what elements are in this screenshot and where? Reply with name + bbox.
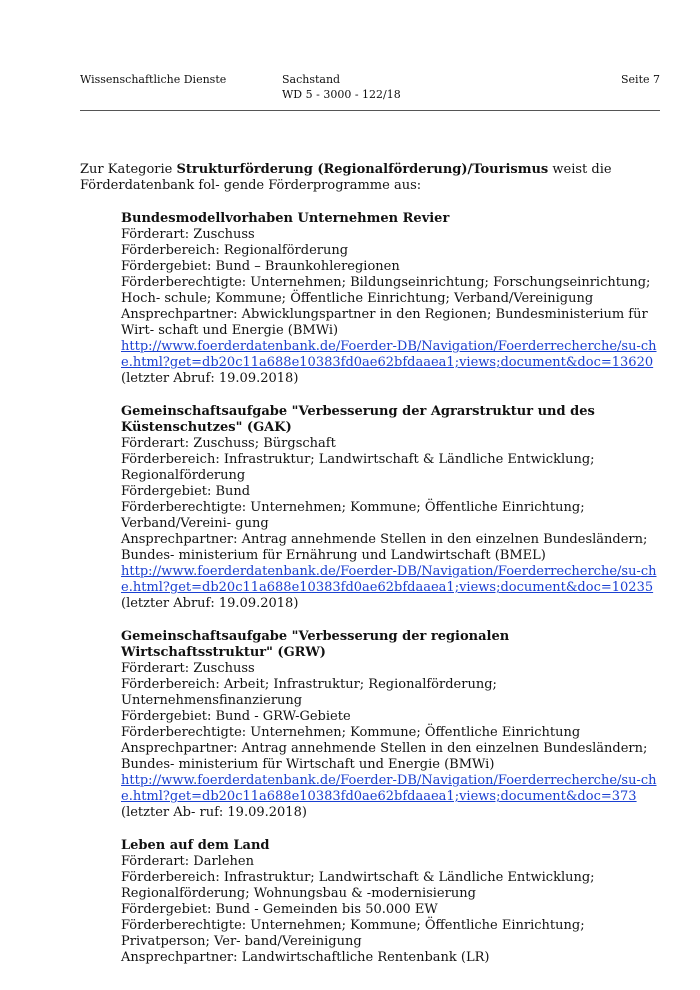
- program-entry: [121, 404, 660, 612]
- program-title: Leben auf dem Land: [121, 838, 270, 853]
- program-ansprechpartner: Ansprechpartner: Landwirtschaftliche Rentenbank (LR): [121, 950, 490, 965]
- program-link[interactable]: [121, 564, 657, 595]
- program-link-part2: che.html?get=db20c11a688e10383fd0ae62bfdaaea1;views;document&doc=10235: [121, 564, 657, 595]
- header-department: Wissenschaftliche Dienste: [80, 73, 227, 86]
- program-link[interactable]: [121, 773, 657, 804]
- program-berechtigte: Förderberechtigte: Unternehmen; Kommune; Öffentliche Einrichtung: [121, 725, 581, 740]
- program-berechtigte: Förderberechtigte: Unternehmen; Kommune; Öffentliche Einrichtung; Privatperson; Ver- band/Vereinigung: [121, 918, 585, 949]
- program-entry: [121, 838, 660, 966]
- intro-post: weist die Förderdatenbank fol- gende Förderprogramme aus:: [80, 162, 612, 193]
- program-foerdergebiet: Fördergebiet: Bund - GRW-Gebiete: [121, 709, 351, 724]
- program-entry: [121, 211, 660, 387]
- program-foerderbereich: Förderbereich: Infrastruktur; Landwirtschaft & Ländliche Entwicklung; Regionalförderung; Wohnungsbau & -modernisierung: [121, 870, 595, 901]
- header-document-info: [282, 72, 401, 102]
- program-link[interactable]: [121, 339, 657, 370]
- program-link-part1: http://www.foerderdatenbank.de/Foerder-DB/Navigation/Foerderrecherche/su-: [121, 773, 641, 788]
- program-foerderbereich: Förderbereich: Regionalförderung: [121, 243, 349, 258]
- program-berechtigte: Förderberechtigte: Unternehmen; Kommune; Öffentliche Einrichtung; Verband/Vereini- gung: [121, 500, 585, 531]
- program-abruf: (letzter Ab- ruf: 19.09.2018): [121, 805, 307, 820]
- program-title: Gemeinschaftsaufgabe "Verbesserung der Agrarstruktur und des Küstenschutzes" (GAK): [121, 404, 595, 435]
- program-berechtigte: Förderberechtigte: Unternehmen; Bildungseinrichtung; Forschungseinrichtung; Hoch- schule; Kommune; Öffentliche Einrichtung; Verband/Vereinigung: [121, 275, 651, 306]
- program-foerderart: Förderart: Darlehen: [121, 854, 254, 869]
- program-link-part2: che.html?get=db20c11a688e10383fd0ae62bfdaaea1;views;document&doc=373: [121, 773, 657, 804]
- header-doc-type: Sachstand: [282, 73, 341, 86]
- header-doc-number: WD 5 - 3000 - 122/18: [282, 88, 401, 101]
- program-title: Bundesmodellvorhaben Unternehmen Revier: [121, 211, 450, 226]
- intro-pre: Zur Kategorie: [80, 162, 177, 177]
- intro-paragraph: [80, 162, 660, 194]
- header-page-number: Seite 7: [621, 73, 660, 86]
- program-link-part2: che.html?get=db20c11a688e10383fd0ae62bfdaaea1;views;document&doc=13620: [121, 339, 657, 370]
- page-header: [80, 72, 660, 110]
- program-ansprechpartner: Ansprechpartner: Antrag annehmende Stellen in den einzelnen Bundesländern; Bundes- ministerium für Wirtschaft und Energie (BMWi): [121, 741, 648, 772]
- program-foerdergebiet: Fördergebiet: Bund – Braunkohleregionen: [121, 259, 400, 274]
- program-foerderart: Förderart: Zuschuss; Bürgschaft: [121, 436, 336, 451]
- program-title: Gemeinschaftsaufgabe "Verbesserung der regionalen Wirtschaftsstruktur" (GRW): [121, 629, 510, 660]
- program-entry: [121, 629, 660, 821]
- program-foerdergebiet: Fördergebiet: Bund: [121, 484, 251, 499]
- header-divider: [80, 110, 660, 111]
- program-link-part1: http://www.foerderdatenbank.de/Foerder-DB/Navigation/Foerderrecherche/su-: [121, 339, 641, 354]
- intro-category: Strukturförderung (Regionalförderung)/Tourismus: [176, 162, 549, 177]
- program-foerderbereich: Förderbereich: Infrastruktur; Landwirtschaft & Ländliche Entwicklung; Regionalförderung: [121, 452, 595, 483]
- program-foerderart: Förderart: Zuschuss: [121, 661, 255, 676]
- program-foerderbereich: Förderbereich: Arbeit; Infrastruktur; Regionalförderung; Unternehmensfinanzierung: [121, 677, 497, 708]
- program-abruf: (letzter Abruf: 19.09.2018): [121, 596, 299, 611]
- program-abruf: (letzter Abruf: 19.09.2018): [121, 371, 299, 386]
- program-ansprechpartner: Ansprechpartner: Antrag annehmende Stellen in den einzelnen Bundesländern; Bundes- ministerium für Ernährung und Landwirtschaft (BMEL): [121, 532, 648, 563]
- document-body: [80, 162, 660, 983]
- program-ansprechpartner: Ansprechpartner: Abwicklungspartner in den Regionen; Bundesministerium für Wirt- schaft und Energie (BMWi): [121, 307, 648, 338]
- program-foerdergebiet: Fördergebiet: Bund - Gemeinden bis 50.000 EW: [121, 902, 438, 917]
- program-link-part1: http://www.foerderdatenbank.de/Foerder-DB/Navigation/Foerderrecherche/su-: [121, 564, 641, 579]
- program-foerderart: Förderart: Zuschuss: [121, 227, 255, 242]
